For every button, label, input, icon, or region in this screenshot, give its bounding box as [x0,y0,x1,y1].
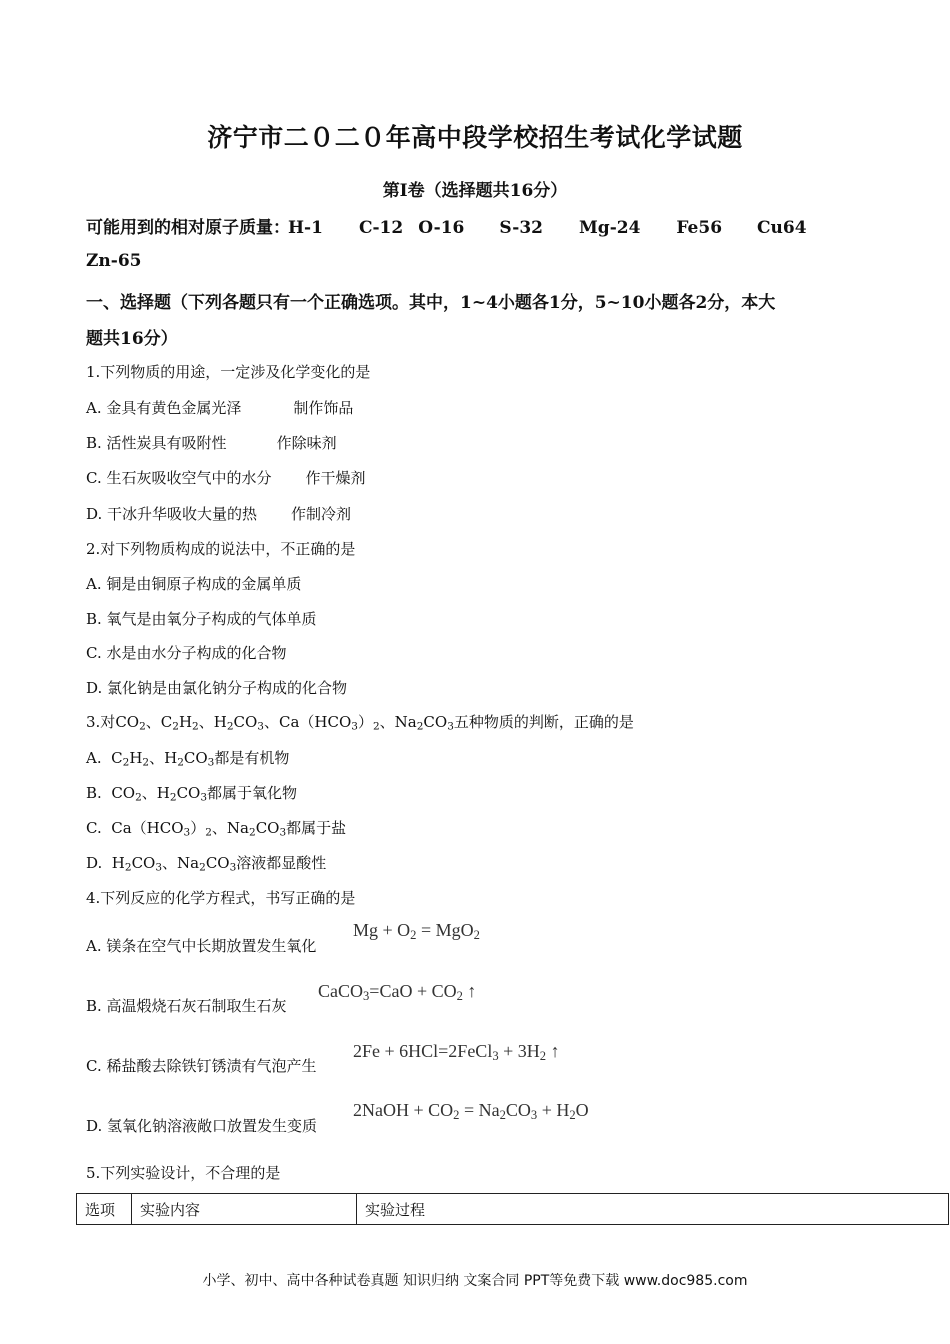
q3-substances: $CO_2$、$C_2H_2$、$H_2CO_3$、$Ca(HCO_3)_2$、$Na_2CO_3$ [115,713,454,733]
q2-option-a: A. 铜是由铜原子构成的金属单质 [86,575,302,593]
q3-option-b-text: 都属于氧化物 [207,784,298,802]
q4-option-a: A. 镁条在空气中长期放置发生氧化 [86,937,317,955]
q3-option-d-text: 溶液都显酸性 [236,854,327,872]
q3-option-b-formula: $CO_2$、$H_2CO_3$ [111,784,208,804]
q3-option-d-formula: $H_2CO_3$、$Na_2CO_3$ [111,854,237,874]
table-header-cell: 实验内容 [132,1194,357,1225]
q4-option-c: C. 稀盐酸去除铁钉锈渍有气泡产生 [86,1057,317,1075]
q1-option-a [86,397,353,418]
q3-option-a-text: 都是有机物 [214,749,290,767]
part-heading: 一、选择题（下列各题只有一个正确选项。其中，1~4小题各1分，5~10小题各2分，本大 [86,293,776,313]
q4-equation-a: $Mg + O_2 = MgO_2$ [353,920,480,943]
q3-option-d-label: D. [86,854,112,872]
q2-option-d: D. 氯化钠是由氯化钠分子构成的化合物 [86,679,348,697]
q1-option-a-text: A. 金具有黄色金属光泽 [86,399,242,417]
q3-option-b-label: B. [86,784,112,802]
q3-option-b [86,782,297,803]
q3-option-c-formula: $Ca(HCO_3)_2$、$Na_2CO_3$ [111,819,287,839]
q3-option-a [86,747,289,768]
question-5-stem: 5.下列实验设计，不合理的是 [86,1164,281,1182]
q3-option-d [86,852,326,873]
question-4-stem: 4.下列反应的化学方程式，书写正确的是 [86,889,356,907]
q3-stem-suffix: 五种物质的判断，正确的是 [453,713,634,731]
q1-option-c-use: 作干燥剂 [305,469,366,487]
q3-option-a-formula: $C_2H_2$、$H_2CO_3$ [111,749,215,769]
part-heading-cont: 题共16分） [86,329,178,349]
atomic-mass-item: O-16 [418,218,465,238]
q4-equation-d: 2NaOH + $CO_2 = Na_2CO_3 + H_2O$ [353,1100,589,1123]
q1-option-d-text: D. 干冰升华吸收大量的热 [86,505,258,523]
footer-watermark: 小学、初中、高中各种试卷真题 知识归纳 文案合同 PPT等免费下载 www.doc985.com [202,1273,748,1289]
q4-equation-b: CaCO$_3$=CaO + $CO_2$ ↑ [318,981,477,1004]
section-title: 第Ⅰ卷（选择题共16分） [382,181,568,201]
table-header-row [77,1194,949,1225]
atomic-mass-wrap: Zn-65 [86,251,142,271]
q4-option-d: D. 氢氧化钠溶液敞口放置发生变质 [86,1117,318,1135]
table-header-cell: 选项 [77,1194,132,1225]
question-3-stem [86,711,634,732]
q3-option-c [86,817,346,838]
atomic-mass-item: S-32 [499,218,543,238]
q3-option-c-text: 都属于盐 [286,819,347,837]
q5-table [76,1193,949,1225]
q1-option-b [86,432,337,453]
q1-option-c [86,467,366,488]
atomic-mass-label: 可能用到的相对原子质量： [86,218,290,238]
q1-option-a-use: 制作饰品 [293,399,354,417]
q1-option-d [86,503,351,524]
atomic-mass-line [86,213,807,238]
atomic-mass-item: C-12 [358,218,404,238]
question-1-stem: 1.下列物质的用途，一定涉及化学变化的是 [86,363,371,381]
question-2-stem: 2.对下列物质构成的说法中，不正确的是 [86,540,356,558]
q2-option-b: B. 氧气是由氧分子构成的气体单质 [86,610,317,628]
q1-option-c-text: C. 生石灰吸收空气中的水分 [86,469,272,487]
table-header-cell: 实验过程 [357,1194,949,1225]
q4-equation-c: 2Fe + 6HCl=2FeCl$_3$ + $3H_2$ ↑ [353,1041,560,1064]
atomic-mass-item: H-1 [288,218,323,238]
q3-option-c-label: C. [86,819,112,837]
atomic-mass-item: Fe56 [676,218,723,238]
exam-title: 济宁市二０二０年高中段学校招生考试化学试题 [207,123,743,152]
q1-option-b-text: B. 活性炭具有吸附性 [86,434,227,452]
atomic-mass-item: Cu64 [757,218,807,238]
q2-option-c: C. 水是由水分子构成的化合物 [86,644,287,662]
q4-option-b: B. 高温煅烧石灰石制取生石灰 [86,997,287,1015]
q1-option-d-use: 作制冷剂 [291,505,352,523]
atomic-mass-item: Mg-24 [578,218,641,238]
q3-option-a-label: A. [86,749,112,767]
q1-option-b-use: 作除味剂 [276,434,337,452]
q3-stem-prefix: 3.对 [86,713,116,731]
